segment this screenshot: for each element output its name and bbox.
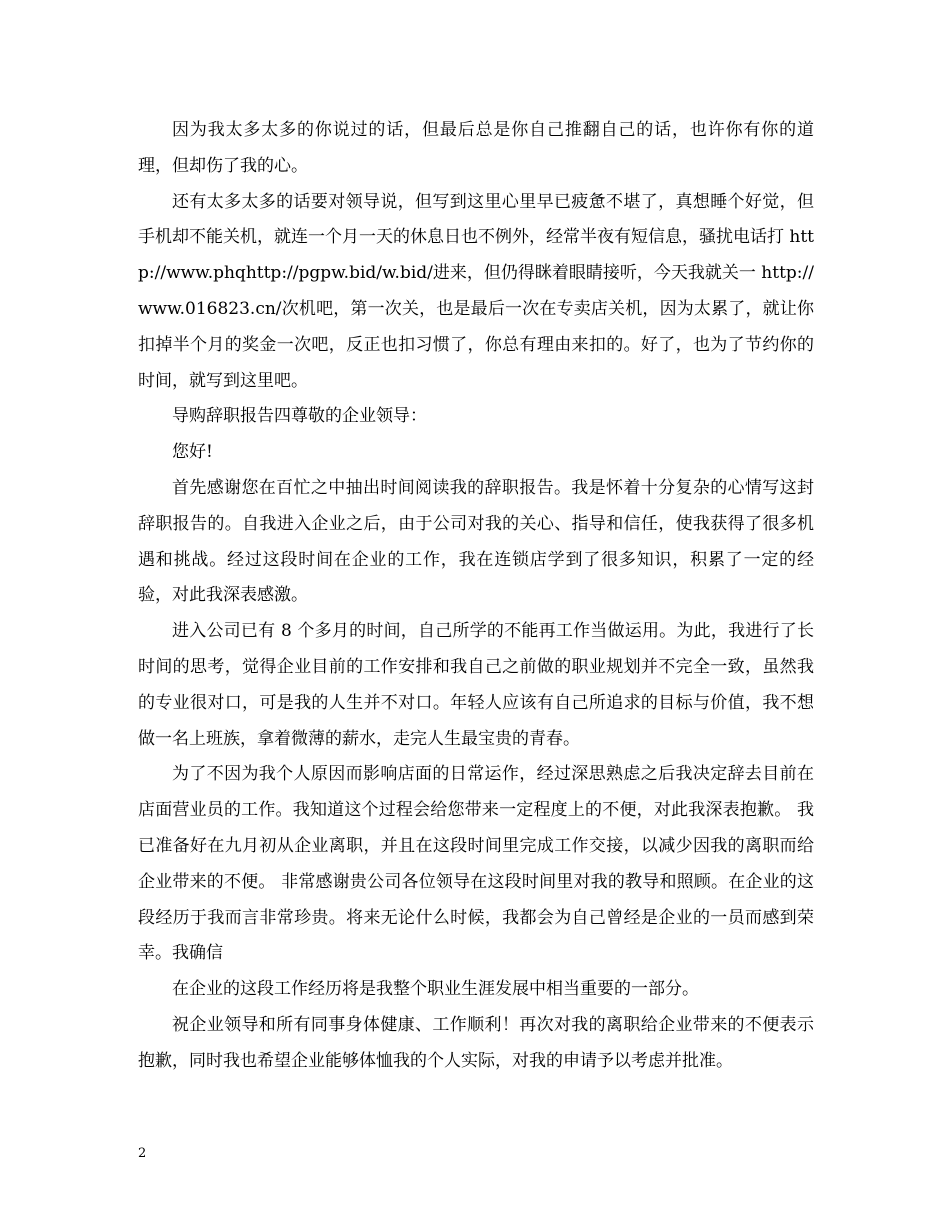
paragraph-2: 还有太多太多的话要对领导说，但写到这里心里早已疲惫不堪了，真想睡个好觉，但手机却不能关机，就连一个月一天的休息日也不例外，经常半夜有短信息，骚扰电话打 http://www.phqhttp://pgpw.bid/w.bid/进来，但仍得眯着眼睛接听，今天我就关一 http://www.016823.cn/次机吧，第一次关，也是最后一次在专卖店关机，因为太累了，就让你扣掉半个月的奖金一次吧，反正也扣习惯了，你总有理由来扣的。好了，也为了节约你的时间，就写到这里吧。 [138, 191, 815, 391]
paragraph-7: 为了不因为我个人原因而影响店面的日常运作，经过深思熟虑之后我决定辞去目前在店面营业员的工作。我知道这个过程会给您带来一定程度上的不便，对此我深表抱歉。 我已准备好在九月初从企业离职，并且在这段时间里完成工作交接，以减少因我的离职而给企业带来的不便。 非常感谢贵公司各位领导在这段时间里对我的教导和照顾。在企业的这段经历于我而言非常珍贵。将来无论什么时候，我都会为自己曾经是企业的一员而感到荣幸。我确信 [138, 764, 814, 964]
page-number: 2 [138, 1146, 147, 1161]
paragraph-5: 首先感谢您在百忙之中抽出时间阅读我的辞职报告。我是怀着十分复杂的心情写这封辞职报告的。自我进入企业之后，由于公司对我的关心、指导和信任，使我获得了很多机遇和挑战。经过这段时间在企业的工作，我在连锁店学到了很多知识，积累了一定的经验，对此我深表感激。 [138, 477, 814, 606]
paragraph-9: 祝企业领导和所有同事身体健康、工作顺利！再次对我的离职给企业带来的不便表示抱歉，同时我也希望企业能够体恤我的个人实际，对我的申请予以考虑并批准。 [138, 1014, 814, 1071]
paragraph-8: 在企业的这段工作经历将是我整个职业生涯发展中相当重要的一部分。 [172, 979, 699, 1000]
paragraph-6: 进入公司已有 8 个多月的时间，自己所学的不能再工作当做运用。为此，我进行了长时间的思考，觉得企业目前的工作安排和我自己之前做的职业规划并不完全一致，虽然我的专业很对口，可是我的人生并不对口。年轻人应该有自己所追求的目标与价值，我不想做一名上班族，拿着微薄的薪水，走完人生最宝贵的青春。 [138, 621, 814, 749]
paragraph-4-greeting: 您好! [172, 442, 213, 463]
document-body [138, 113, 814, 1080]
paragraph-1: 因为我太多太多的你说过的话，但最后总是你自己推翻自己的话，也许你有你的道理，但却伤了我的心。 [138, 120, 814, 176]
paragraph-3-heading: 导购辞职报告四尊敬的企业领导： [172, 406, 427, 427]
